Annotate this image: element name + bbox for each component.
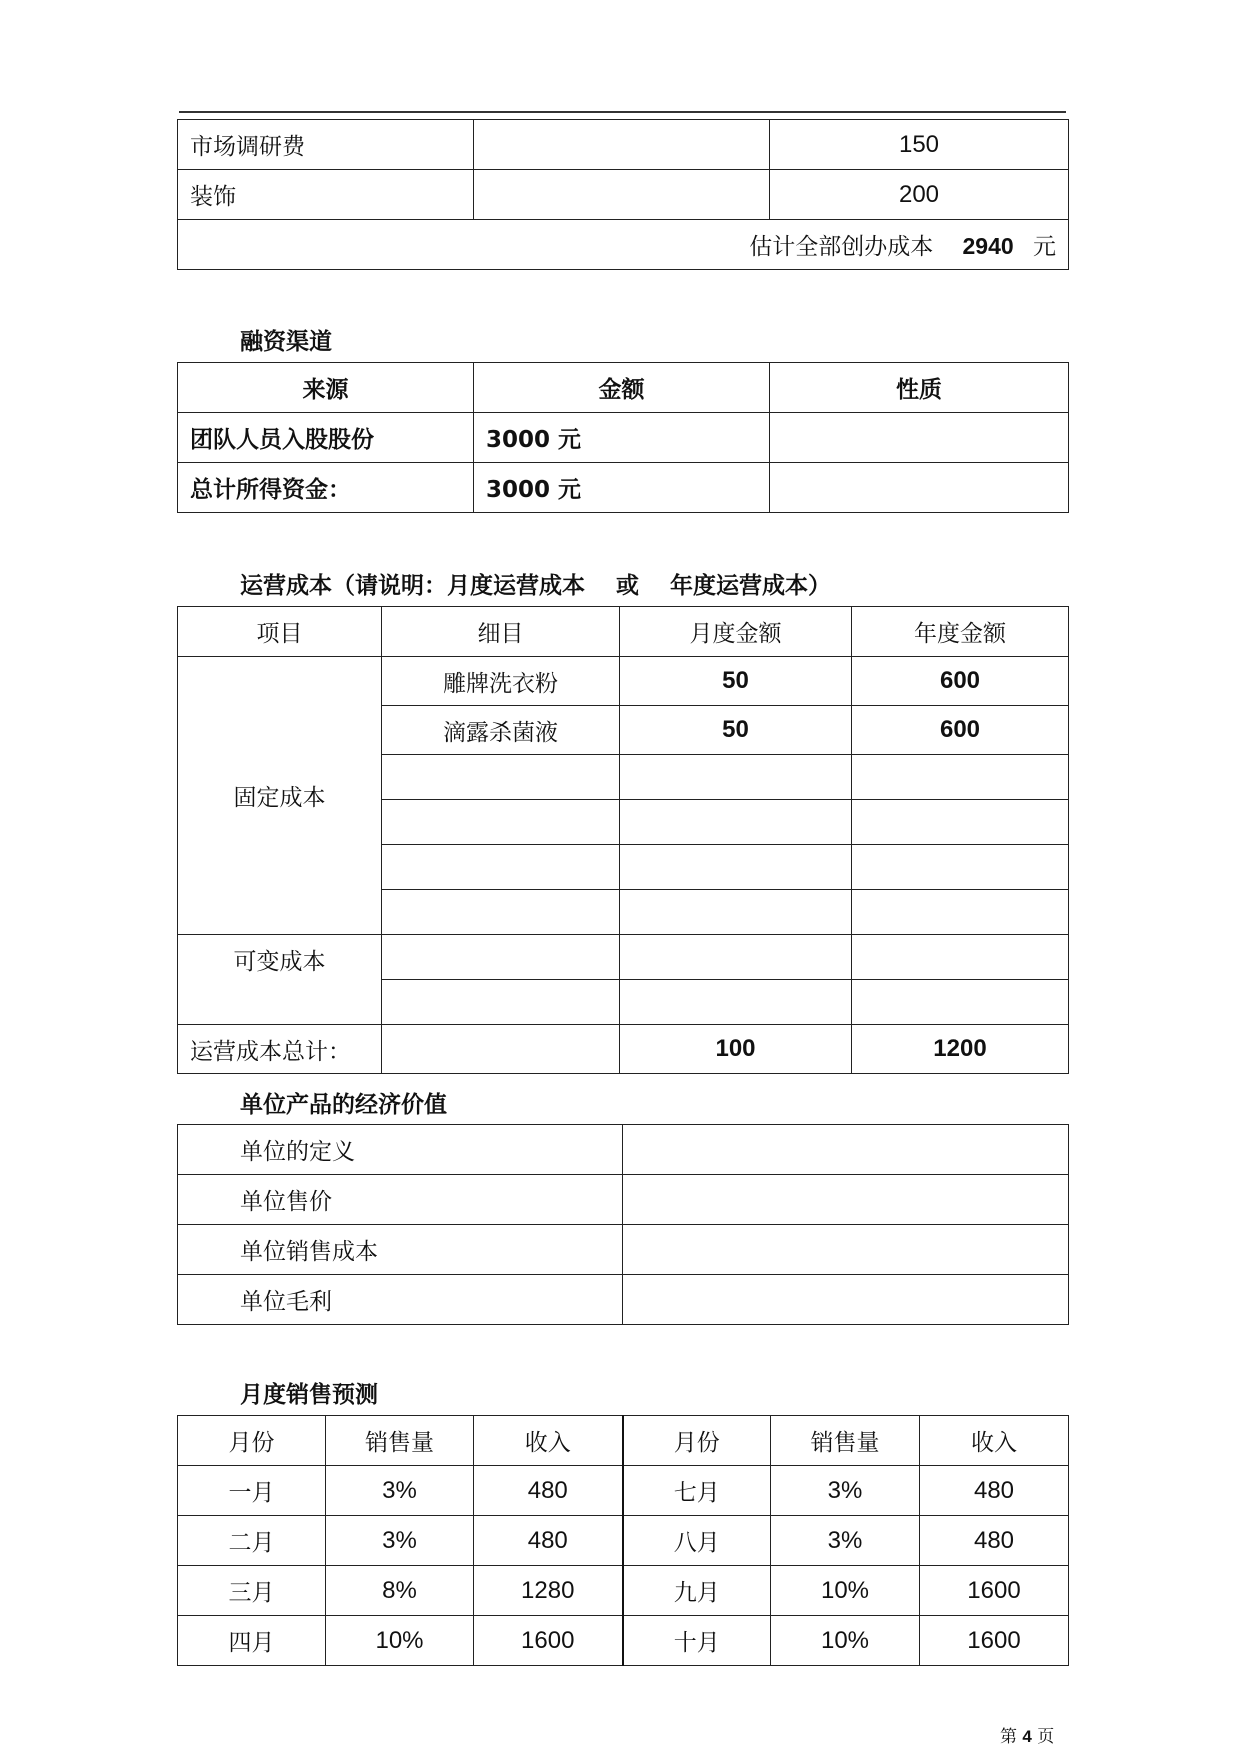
- empty-cell: [382, 845, 620, 890]
- month-cell: 一月: [178, 1466, 326, 1516]
- empty-cell: [852, 935, 1069, 980]
- table-row: [178, 1225, 1069, 1275]
- financing-amount: 3000 元: [474, 413, 770, 463]
- cost-detail: [474, 120, 770, 170]
- unit-label: 单位的定义: [178, 1125, 623, 1175]
- financing-nature: [770, 463, 1069, 513]
- cost-amount: 150: [770, 120, 1069, 170]
- table-row: [178, 1516, 1069, 1566]
- financing-source: 总计所得资金：: [178, 463, 474, 513]
- startup-total-cell: [178, 220, 1069, 270]
- empty-cell: [852, 980, 1069, 1025]
- page-number: [1000, 1722, 1054, 1747]
- empty-cell: [852, 800, 1069, 845]
- empty-cell: [382, 935, 620, 980]
- startup-total-unit: 元: [1033, 234, 1056, 260]
- unit-economics-table: [177, 1124, 1069, 1325]
- table-row: [178, 1616, 1069, 1666]
- column-header: 月度金额: [620, 607, 852, 657]
- empty-cell: [382, 980, 620, 1025]
- column-header: 项目: [178, 607, 382, 657]
- unit-value: [623, 1275, 1069, 1325]
- cost-item: 装饰: [178, 170, 474, 220]
- empty-cell: [382, 1025, 620, 1074]
- total-monthly: 100: [620, 1025, 852, 1074]
- empty-cell: [620, 800, 852, 845]
- revenue-cell: 480: [920, 1466, 1069, 1516]
- table-row: [178, 1466, 1069, 1516]
- empty-cell: [852, 845, 1069, 890]
- revenue-cell: 480: [474, 1466, 623, 1516]
- page-prefix: 第: [1000, 1727, 1017, 1747]
- operating-costs-heading: 运营成本（请说明：月度运营成本 或 年度运营成本）: [240, 573, 832, 599]
- monthly-amount: 50: [620, 657, 852, 706]
- column-header: 收入: [920, 1416, 1069, 1466]
- cost-detail: [474, 170, 770, 220]
- volume-cell: 3%: [326, 1466, 474, 1516]
- volume-cell: 10%: [771, 1616, 920, 1666]
- column-header: 来源: [178, 363, 474, 413]
- table-row: [178, 120, 1069, 170]
- financing-source: 团队人员入股股份: [178, 413, 474, 463]
- monthly-amount: 50: [620, 706, 852, 755]
- month-cell: 四月: [178, 1616, 326, 1666]
- column-header: 月份: [623, 1416, 771, 1466]
- unit-label: 单位毛利: [178, 1275, 623, 1325]
- revenue-cell: 1600: [474, 1616, 623, 1666]
- volume-cell: 3%: [771, 1516, 920, 1566]
- page-suffix: 页: [1037, 1727, 1055, 1747]
- month-cell: 八月: [623, 1516, 771, 1566]
- table-row: [178, 220, 1069, 270]
- empty-cell: [382, 755, 620, 800]
- cost-amount: 200: [770, 170, 1069, 220]
- column-header: 月份: [178, 1416, 326, 1466]
- month-cell: 二月: [178, 1516, 326, 1566]
- month-cell: 七月: [623, 1466, 771, 1516]
- table-row: [178, 1175, 1069, 1225]
- page-number-value: 4: [1022, 1727, 1032, 1746]
- header-rule: [179, 111, 1066, 113]
- operating-total-label: 运营成本总计：: [178, 1025, 382, 1074]
- column-header: 收入: [474, 1416, 623, 1466]
- financing-heading: 融资渠道: [240, 329, 332, 355]
- volume-cell: 10%: [771, 1566, 920, 1616]
- revenue-cell: 480: [474, 1516, 623, 1566]
- yearly-amount: 600: [852, 706, 1069, 755]
- column-header: 年度金额: [852, 607, 1069, 657]
- empty-cell: [620, 755, 852, 800]
- cost-detail: 滴露杀菌液: [382, 706, 620, 755]
- table-row: [178, 1125, 1069, 1175]
- empty-cell: [852, 890, 1069, 935]
- yearly-amount: 600: [852, 657, 1069, 706]
- column-header: 金额: [474, 363, 770, 413]
- empty-cell: [620, 980, 852, 1025]
- table-row: [178, 463, 1069, 513]
- table-row: [178, 657, 1069, 706]
- table-row: [178, 413, 1069, 463]
- variable-cost-label: 可变成本: [178, 935, 382, 1025]
- column-header: 销售量: [326, 1416, 474, 1466]
- month-cell: 九月: [623, 1566, 771, 1616]
- table-header-row: [178, 1416, 1069, 1466]
- table-row: [178, 935, 1069, 980]
- unit-economics-heading: 单位产品的经济价值: [240, 1092, 447, 1118]
- month-cell: 十月: [623, 1616, 771, 1666]
- volume-cell: 3%: [326, 1516, 474, 1566]
- startup-total-label: 估计全部创办成本: [749, 234, 934, 260]
- startup-total-value: 2940: [962, 233, 1014, 259]
- financing-nature: [770, 413, 1069, 463]
- empty-cell: [620, 845, 852, 890]
- startup-cost-table: [177, 119, 1069, 270]
- operating-costs-table: [177, 606, 1069, 1074]
- total-yearly: 1200: [852, 1025, 1069, 1074]
- financing-table: [177, 362, 1069, 513]
- table-row: [178, 1275, 1069, 1325]
- empty-cell: [382, 890, 620, 935]
- sales-forecast-heading: 月度销售预测: [240, 1382, 378, 1408]
- empty-cell: [620, 890, 852, 935]
- table-row: [178, 1025, 1069, 1074]
- revenue-cell: 480: [920, 1516, 1069, 1566]
- cost-detail: 雕牌洗衣粉: [382, 657, 620, 706]
- revenue-cell: 1600: [920, 1616, 1069, 1666]
- month-cell: 三月: [178, 1566, 326, 1616]
- unit-value: [623, 1125, 1069, 1175]
- column-header: 销售量: [771, 1416, 920, 1466]
- empty-cell: [620, 935, 852, 980]
- table-header-row: [178, 607, 1069, 657]
- unit-label: 单位销售成本: [178, 1225, 623, 1275]
- table-row: [178, 1566, 1069, 1616]
- table-row: [178, 170, 1069, 220]
- revenue-cell: 1600: [920, 1566, 1069, 1616]
- volume-cell: 10%: [326, 1616, 474, 1666]
- revenue-cell: 1280: [474, 1566, 623, 1616]
- unit-value: [623, 1175, 1069, 1225]
- financing-amount: 3000 元: [474, 463, 770, 513]
- volume-cell: 8%: [326, 1566, 474, 1616]
- unit-value: [623, 1225, 1069, 1275]
- empty-cell: [382, 800, 620, 845]
- cost-item: 市场调研费: [178, 120, 474, 170]
- empty-cell: [852, 755, 1069, 800]
- fixed-cost-label: 固定成本: [178, 657, 382, 935]
- column-header: 细目: [382, 607, 620, 657]
- sales-forecast-table: [177, 1415, 1069, 1666]
- column-header: 性质: [770, 363, 1069, 413]
- table-header-row: [178, 363, 1069, 413]
- volume-cell: 3%: [771, 1466, 920, 1516]
- unit-label: 单位售价: [178, 1175, 623, 1225]
